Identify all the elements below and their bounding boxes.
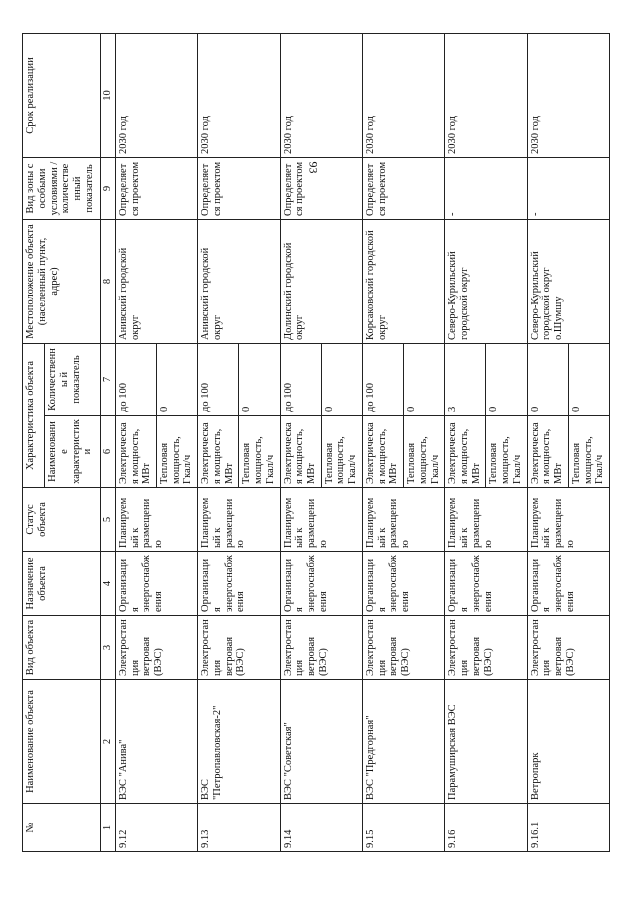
objects-table [22, 33, 610, 852]
cell-char-value: 0 [404, 344, 445, 416]
cell-kind: Электростанция ветровая (ВЭС) [527, 616, 609, 680]
index-cell: 7 [101, 344, 116, 416]
cell-num: 9.12 [115, 804, 197, 852]
table-row [445, 34, 486, 852]
cell-location: Анивский городской округ [198, 220, 280, 344]
cell-zone: Определяется проектом [198, 158, 280, 220]
cell-zone: Определяется проектом [362, 158, 444, 220]
cell-kind: Электростанция ветровая (ВЭС) [198, 616, 280, 680]
cell-term: 2030 год [115, 34, 197, 158]
cell-status: Планируемый к размещению [445, 488, 527, 552]
cell-char-name: Тепловая мощность, Гкал/ч [486, 416, 527, 488]
cell-char-name: Электрическая мощность, МВт [115, 416, 156, 488]
header-characteristics: Характеристика объекта [23, 344, 45, 488]
cell-term: 2030 год [527, 34, 609, 158]
index-cell: 10 [101, 34, 116, 158]
page-number: 93 [306, 161, 321, 174]
cell-char-value: 0 [239, 344, 280, 416]
header-term: Срок реализации [23, 34, 101, 158]
cell-kind: Электростанция ветровая (ВЭС) [445, 616, 527, 680]
cell-location: Северо-Курильский городской округ [445, 220, 527, 344]
cell-char-value: 0 [486, 344, 527, 416]
cell-purpose: Организация энергоснабжения [445, 552, 527, 616]
cell-term: 2030 год [198, 34, 280, 158]
cell-char-value: 0 [568, 344, 609, 416]
cell-char-value: 0 [321, 344, 362, 416]
table-row [280, 34, 321, 852]
cell-char-name: Тепловая мощность, Гкал/ч [156, 416, 197, 488]
table-row [527, 34, 568, 852]
index-cell: 4 [101, 552, 116, 616]
header-row-1 [23, 34, 45, 852]
cell-status: Планируемый к размещению [362, 488, 444, 552]
table-row [115, 34, 156, 852]
index-cell: 8 [101, 220, 116, 344]
cell-name: ВЭС "Анива" [115, 680, 197, 804]
cell-status: Планируемый к размещению [280, 488, 362, 552]
cell-status: Планируемый к размещению [115, 488, 197, 552]
cell-name: Ветропарк [527, 680, 609, 804]
cell-char-name: Электрическая мощность, МВт [527, 416, 568, 488]
cell-char-name: Электрическая мощность, МВт [362, 416, 403, 488]
index-cell: 2 [101, 680, 116, 804]
index-cell: 6 [101, 416, 116, 488]
cell-num: 9.15 [362, 804, 444, 852]
cell-name: ВЭС "Петропавловская-2" [198, 680, 280, 804]
cell-char-value: до 100 [115, 344, 156, 416]
cell-char-value: 0 [527, 344, 568, 416]
index-cell: 3 [101, 616, 116, 680]
cell-char-name: Электрическая мощность, МВт [280, 416, 321, 488]
header-purpose: Назначение объекта [23, 552, 101, 616]
cell-purpose: Организация энергоснабжения [527, 552, 609, 616]
cell-char-name: Электрическая мощность, МВт [198, 416, 239, 488]
table-row [362, 34, 403, 852]
table-row [198, 34, 239, 852]
cell-char-value: до 100 [280, 344, 321, 416]
cell-kind: Электростанция ветровая (ВЭС) [362, 616, 444, 680]
index-cell: 9 [101, 158, 116, 220]
cell-zone: - [445, 158, 527, 220]
header-char-name: Наименование характеристики [45, 416, 101, 488]
cell-char-value: 3 [445, 344, 486, 416]
cell-zone: Определяется проектом [115, 158, 197, 220]
cell-purpose: Организация энергоснабжения [198, 552, 280, 616]
cell-name: Парамуширская ВЭС [445, 680, 527, 804]
index-row [101, 34, 116, 852]
cell-zone: Определяется проектом [280, 158, 362, 220]
cell-location: Северо-Курильский городской округ о.Шумшу [527, 220, 609, 344]
cell-zone: - [527, 158, 609, 220]
cell-location: Долинский городской округ [280, 220, 362, 344]
cell-char-value: до 100 [362, 344, 403, 416]
cell-char-name: Тепловая мощность, Гкал/ч [404, 416, 445, 488]
cell-kind: Электростанция ветровая (ВЭС) [115, 616, 197, 680]
index-cell: 5 [101, 488, 116, 552]
cell-char-name: Тепловая мощность, Гкал/ч [568, 416, 609, 488]
cell-term: 2030 год [362, 34, 444, 158]
cell-name: ВЭС "Предгорная" [362, 680, 444, 804]
cell-char-name: Электрическая мощность, МВт [445, 416, 486, 488]
cell-purpose: Организация энергоснабжения [280, 552, 362, 616]
header-kind: Вид объекта [23, 616, 101, 680]
cell-char-value: до 100 [198, 344, 239, 416]
cell-location: Анивский городской округ [115, 220, 197, 344]
cell-num: 9.13 [198, 804, 280, 852]
cell-term: 2030 год [445, 34, 527, 158]
cell-char-name: Тепловая мощность, Гкал/ч [239, 416, 280, 488]
cell-status: Планируемый к размещению [527, 488, 609, 552]
header-char-value: Количественны й показатель [45, 344, 101, 416]
header-location: Местоположение объекта (населенный пункт, адрес) [23, 220, 101, 344]
cell-char-value: 0 [156, 344, 197, 416]
index-cell: 1 [101, 804, 116, 852]
cell-purpose: Организация энергоснабжения [362, 552, 444, 616]
header-status: Статус объекта [23, 488, 101, 552]
header-name: Наименование объекта [23, 680, 101, 804]
header-zone: Вид зоны с особыми условиями / количественный показатель [23, 158, 101, 220]
cell-purpose: Организация энергоснабжения [115, 552, 197, 616]
cell-term: 2030 год [280, 34, 362, 158]
cell-num: 9.16 [445, 804, 527, 852]
header-num: № [23, 804, 101, 852]
cell-name: ВЭС "Советская" [280, 680, 362, 804]
cell-kind: Электростанция ветровая (ВЭС) [280, 616, 362, 680]
cell-num: 9.14 [280, 804, 362, 852]
cell-status: Планируемый к размещению [198, 488, 280, 552]
cell-location: Корсаковский городской округ [362, 220, 444, 344]
cell-num: 9.16.1 [527, 804, 609, 852]
rotated-table-container [22, 34, 610, 852]
cell-char-name: Тепловая мощность, Гкал/ч [321, 416, 362, 488]
